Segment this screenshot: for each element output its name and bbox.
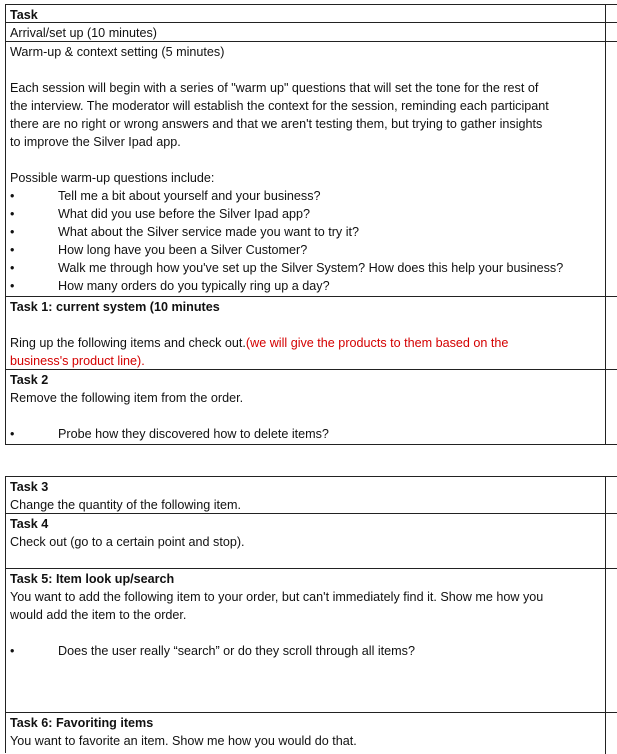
warmup-paragraph-line: there are no right or wrong answers and that we aren't testing them, but trying to gather insights [10, 117, 543, 131]
question-text: What about the Silver service made you want to try it? [58, 225, 359, 239]
task5-row [5, 569, 617, 713]
question-item [10, 259, 617, 277]
question-item [10, 277, 617, 295]
task2-row [5, 370, 617, 444]
task4-text: Check out (go to a certain point and stop). [10, 535, 245, 549]
probe-text: Does the user really “search” or do they scroll through all items? [58, 644, 415, 658]
task5-text-cont: would add the item to the order. [10, 608, 187, 622]
task3-row [5, 477, 617, 514]
bullet-icon: • [10, 279, 15, 293]
task3-title: Task 3 [10, 480, 49, 494]
task3-text: Change the quantity of the following item. [10, 498, 242, 512]
bullet-icon: • [10, 189, 15, 203]
task1-note-cont: business's product line). [10, 354, 145, 368]
task6-title: Task 6: Favoriting items [10, 716, 154, 730]
probe-item [10, 642, 617, 660]
question-text: How long have you been a Silver Customer? [58, 243, 308, 257]
warmup-row [5, 42, 617, 297]
task-table-1 [5, 4, 617, 445]
task6-text: You want to favorite an item. Show me how you would do that. [10, 734, 357, 748]
task5-text: You want to add the following item to your order, but can't immediately find it. Show me how you [10, 590, 544, 604]
question-item [10, 187, 617, 205]
arrival-row [5, 23, 617, 42]
question-item [10, 241, 617, 259]
probe-item [10, 425, 617, 443]
task1-row [5, 297, 617, 370]
task1-text: Ring up the following items and check out. [10, 336, 246, 350]
bullet-icon: • [10, 243, 15, 257]
header-row [5, 5, 617, 23]
task1-title: Task 1: current system (10 minutes [10, 300, 220, 314]
bullet-icon: • [10, 261, 15, 275]
arrival-text: Arrival/set up (10 minutes) [10, 26, 157, 40]
warmup-title: Warm-up & context setting (5 minutes) [10, 45, 225, 59]
task1-instruction [10, 334, 617, 352]
task-table-2 [5, 476, 617, 753]
warmup-paragraph-line: to improve the Silver Ipad app. [10, 135, 181, 149]
task4-row [5, 514, 617, 569]
bullet-icon: • [10, 644, 15, 658]
task5-title: Task 5: Item look up/search [10, 572, 175, 586]
task2-title: Task 2 [10, 373, 49, 387]
question-text: How many orders do you typically ring up a day? [58, 279, 330, 293]
warmup-paragraph-line: the interview. The moderator will establish the context for the session, reminding each participant [10, 99, 549, 113]
bullet-icon: • [10, 427, 15, 441]
warmup-paragraph-line: Each session will begin with a series of "warm up" questions that will set the tone for the rest of [10, 81, 539, 95]
bullet-icon: • [10, 225, 15, 239]
probe-text: Probe how they discovered how to delete items? [58, 427, 329, 441]
task6-row [5, 713, 617, 753]
bullet-icon: • [10, 207, 15, 221]
task1-note: (we will give the products to them based on the [245, 336, 509, 350]
header-task: Task [10, 8, 38, 22]
warmup-intro: Possible warm-up questions include: [10, 171, 215, 185]
question-text: What did you use before the Silver Ipad app? [58, 207, 311, 221]
question-item [10, 205, 617, 223]
task2-text: Remove the following item from the order. [10, 391, 244, 405]
task4-title: Task 4 [10, 517, 49, 531]
question-text: Walk me through how you've set up the Silver System? How does this help your business? [58, 261, 564, 275]
question-item [10, 223, 617, 241]
question-text: Tell me a bit about yourself and your business? [58, 189, 321, 203]
